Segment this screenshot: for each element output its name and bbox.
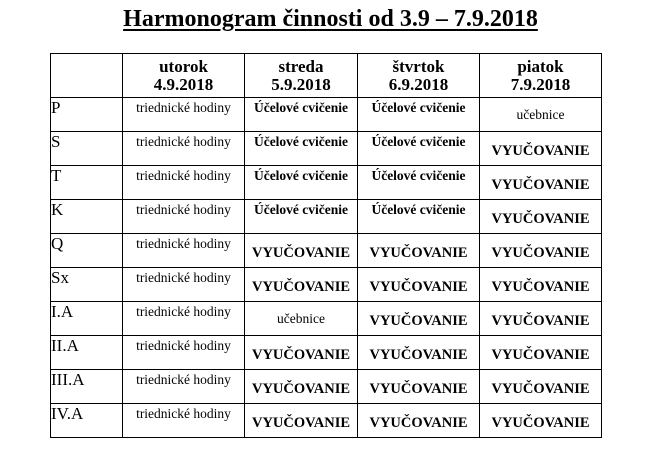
activity-cell: VYUČOVANIE — [480, 268, 602, 302]
header-row — [51, 54, 602, 98]
activity-cell: VYUČOVANIE — [245, 268, 358, 302]
day-header-friday — [480, 54, 602, 98]
activity-cell: učebnice — [480, 98, 602, 132]
class-label: III.A — [51, 370, 123, 404]
activity-cell: triednické hodiny — [123, 268, 245, 302]
activity-cell: VYUČOVANIE — [480, 404, 602, 438]
day-name: utorok — [159, 56, 208, 76]
activity-cell: VYUČOVANIE — [358, 302, 480, 336]
table-row — [51, 336, 602, 370]
activity-cell: VYUČOVANIE — [480, 234, 602, 268]
activity-cell: triednické hodiny — [123, 302, 245, 336]
activity-cell: triednické hodiny — [123, 234, 245, 268]
activity-cell: VYUČOVANIE — [358, 268, 480, 302]
activity-cell: VYUČOVANIE — [480, 200, 602, 234]
activity-cell: VYUČOVANIE — [245, 404, 358, 438]
class-label: II.A — [51, 336, 123, 370]
page-title: Harmonogram činnosti od 3.9 – 7.9.2018 — [123, 6, 538, 32]
class-label: Q — [51, 234, 123, 268]
activity-cell: VYUČOVANIE — [480, 302, 602, 336]
activity-cell: VYUČOVANIE — [245, 370, 358, 404]
activity-cell: VYUČOVANIE — [480, 166, 602, 200]
table-row — [51, 166, 602, 200]
day-name: streda — [278, 56, 324, 76]
activity-cell: Účelové cvičenie — [245, 98, 358, 132]
activity-cell: VYUČOVANIE — [480, 132, 602, 166]
day-header-tuesday — [123, 54, 245, 98]
activity-cell: VYUČOVANIE — [358, 234, 480, 268]
activity-cell: triednické hodiny — [123, 404, 245, 438]
class-label: P — [51, 98, 123, 132]
day-name: piatok — [517, 56, 564, 76]
activity-cell: Účelové cvičenie — [245, 166, 358, 200]
activity-cell: triednické hodiny — [123, 98, 245, 132]
activity-cell: triednické hodiny — [123, 336, 245, 370]
table-row — [51, 98, 602, 132]
corner-cell — [51, 54, 123, 98]
table-row — [51, 302, 602, 336]
activity-cell: VYUČOVANIE — [358, 370, 480, 404]
class-label: I.A — [51, 302, 123, 336]
activity-cell: Účelové cvičenie — [245, 132, 358, 166]
table-row — [51, 404, 602, 438]
activity-cell: VYUČOVANIE — [480, 336, 602, 370]
schedule-table — [50, 53, 602, 438]
day-header-thursday — [358, 54, 480, 98]
table-row — [51, 268, 602, 302]
day-date: 5.9.2018 — [271, 74, 331, 94]
table-row — [51, 200, 602, 234]
table-row — [51, 132, 602, 166]
activity-cell: triednické hodiny — [123, 132, 245, 166]
schedule-body — [51, 98, 602, 438]
table-row — [51, 370, 602, 404]
class-label: IV.A — [51, 404, 123, 438]
activity-cell: triednické hodiny — [123, 370, 245, 404]
activity-cell: Účelové cvičenie — [358, 166, 480, 200]
day-name: štvrtok — [392, 56, 445, 76]
class-label: T — [51, 166, 123, 200]
day-date: 6.9.2018 — [388, 74, 449, 94]
activity-cell: VYUČOVANIE — [358, 404, 480, 438]
activity-cell: Účelové cvičenie — [358, 132, 480, 166]
day-header-wednesday — [245, 54, 358, 98]
class-label: K — [51, 200, 123, 234]
activity-cell: VYUČOVANIE — [358, 336, 480, 370]
activity-cell: triednické hodiny — [123, 166, 245, 200]
activity-cell: VYUČOVANIE — [245, 234, 358, 268]
class-label: Sx — [51, 268, 123, 302]
activity-cell: Účelové cvičenie — [358, 200, 480, 234]
day-date: 7.9.2018 — [510, 74, 571, 94]
class-label: S — [51, 132, 123, 166]
activity-cell: Účelové cvičenie — [245, 200, 358, 234]
activity-cell: VYUČOVANIE — [245, 336, 358, 370]
activity-cell: triednické hodiny — [123, 200, 245, 234]
day-date: 4.9.2018 — [153, 74, 214, 94]
activity-cell: Účelové cvičenie — [358, 98, 480, 132]
activity-cell: VYUČOVANIE — [480, 370, 602, 404]
activity-cell: učebnice — [245, 302, 358, 336]
table-row — [51, 234, 602, 268]
